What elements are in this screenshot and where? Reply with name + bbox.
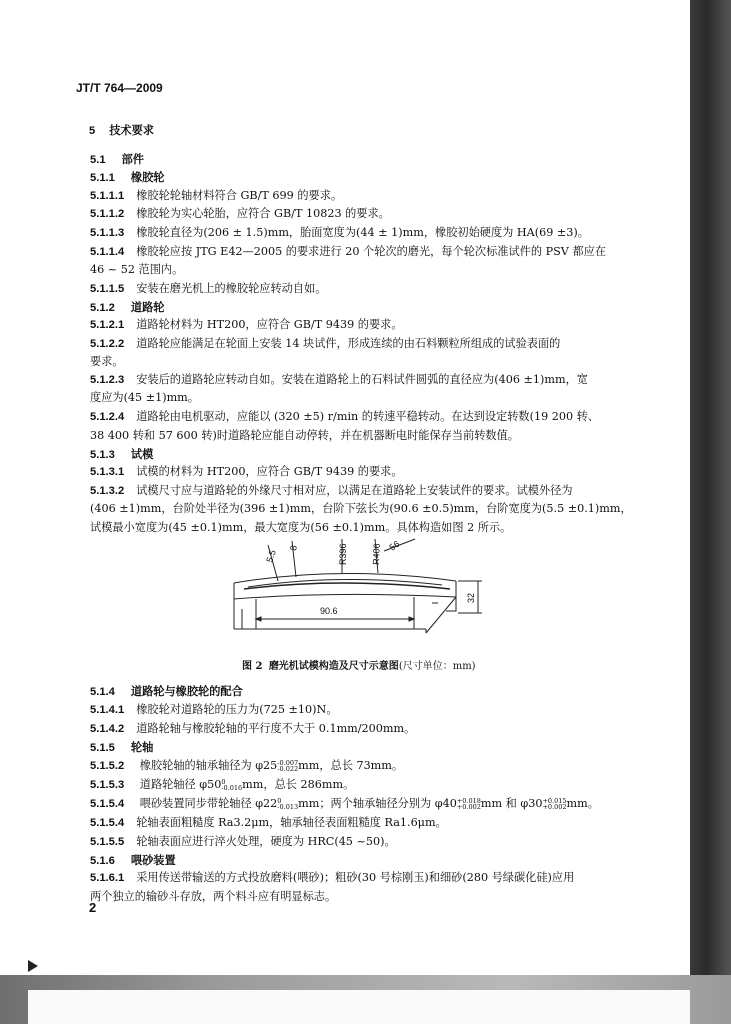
clause-text: 道路轮 xyxy=(130,300,165,314)
line-s515 xyxy=(90,740,153,755)
clause-number: 5.1.2.1 xyxy=(90,319,125,331)
clause-text: 技术要求 xyxy=(109,123,154,137)
clause-number: 5.1.1.3 xyxy=(90,227,125,239)
clause-text: 度应为(45 ±1)mm。 xyxy=(90,391,199,404)
line-s5111 xyxy=(90,189,342,203)
clause-number: 5.1.2 xyxy=(90,302,115,314)
clause-text: 道路轮轴径 φ50 xyxy=(139,778,222,791)
mold-right-slope xyxy=(426,597,456,633)
line-s5122 xyxy=(90,337,560,351)
clause-number: 5.1.1.4 xyxy=(90,246,125,258)
clause-number: 5.1.1.1 xyxy=(90,190,125,202)
clause-text: mm 和 φ30 xyxy=(480,797,543,810)
line-s5151 xyxy=(90,759,403,773)
tolerance: 0 -0.013 xyxy=(277,796,299,811)
line-s5141 xyxy=(90,703,338,717)
clause-number: 5.1.3.2 xyxy=(90,485,125,497)
dim-32: 32 xyxy=(466,592,476,603)
figure-number: 图 2 xyxy=(242,661,263,672)
viewer-edge xyxy=(690,0,731,975)
line-s5161 xyxy=(90,871,574,885)
clause-number: 5.1.1.2 xyxy=(90,208,125,220)
clause-text: 喂砂装置 xyxy=(130,853,176,867)
clause-number: 5.1.5.4 xyxy=(90,817,125,829)
clause-number: 5.1.5.4 xyxy=(90,798,125,810)
clause-text: 试模尺寸应与道路轮的外缘尺寸相对应，以满足在道路轮上安装试件的要求。试模外径为 xyxy=(136,484,573,497)
page-corner-mark xyxy=(28,960,38,972)
line-s5 xyxy=(89,123,154,138)
clause-text: 道路轮材料为 HT200，应符合 GB/T 9439 的要求。 xyxy=(136,318,403,331)
clause-text: 试模最小宽度为(45 ±0.1)mm，最大宽度为(56 ±0.1)mm。具体构造如图 2 所示。 xyxy=(90,521,512,534)
line-s5155 xyxy=(90,835,396,849)
clause-number: 5.1.2.3 xyxy=(90,374,125,386)
line-s51 xyxy=(90,152,144,167)
clause-number: 5.1.5.3 xyxy=(90,779,125,791)
clause-number: 5.1.3 xyxy=(90,449,115,461)
line-s514 xyxy=(90,684,243,699)
line-s5123 xyxy=(90,373,588,387)
clause-text: 橡胶轮直径为(206 ± 1.5)mm，胎面宽度为(44 ± 1)mm，橡胶初始硬度为 HA(69 ±3)。 xyxy=(136,226,589,239)
line-s5154 xyxy=(90,816,447,830)
clause-text: 要求。 xyxy=(90,355,124,368)
dim-r396: R396 xyxy=(338,543,348,565)
tolerance: -0.007 -0.022 xyxy=(277,758,299,773)
line-s5113 xyxy=(90,226,589,240)
dim-r406: R406 xyxy=(371,543,382,566)
clause-number: 5.1.6 xyxy=(90,855,115,867)
clause-text: 安装后的道路轮应转动自如。安装在道路轮上的石料试件圆弧的直径应为(406 ±1)mm，宽 xyxy=(136,373,588,386)
figure-2-drawing xyxy=(220,533,490,643)
line-s511 xyxy=(90,170,164,185)
line-s5153 xyxy=(90,797,599,811)
line-s5123b xyxy=(90,391,199,405)
clause-text: mm，总长 286mm。 xyxy=(242,778,355,791)
clause-text: mm，总长 73mm。 xyxy=(298,759,404,772)
clause-text: 道路轮由电机驱动，应能以 (320 ±5) r/min 的转速平稳转动。在达到设定转数(19 200 转、 xyxy=(136,410,600,423)
clause-text: 轮轴表面应进行淬火处理，硬度为 HRC(45 ~50)。 xyxy=(136,835,396,848)
dim-8: 8 xyxy=(288,544,299,552)
tolerance: +0.018 +0.002 xyxy=(456,796,481,811)
line-s513 xyxy=(90,447,153,462)
line-s5124 xyxy=(90,410,599,424)
page-number: 2 xyxy=(89,900,97,915)
clause-text: 道路轮与橡胶轮的配合 xyxy=(130,684,243,698)
clause-text: 橡胶轮轴的轴承轴径为 φ25 xyxy=(139,759,278,772)
clause-number: 5.1.2.4 xyxy=(90,411,125,423)
line-s512 xyxy=(90,300,164,315)
line-s516 xyxy=(90,853,176,868)
line-s5161b xyxy=(90,890,336,904)
clause-text: 橡胶轮为实心轮胎，应符合 GB/T 10823 的要求。 xyxy=(136,207,390,220)
line-s5114b xyxy=(90,263,183,277)
clause-text: 道路轮应能满足在轮面上安装 14 块试件，形成连续的由石料颗粒所组成的试验表面的 xyxy=(136,337,561,350)
clause-text: 橡胶轮应按 JTG E42—2005 的要求进行 20 个轮次的磨光，每个轮次标准试件的 PSV 都应在 xyxy=(136,245,607,258)
clause-text: mm。 xyxy=(566,797,599,810)
clause-text: 试模 xyxy=(130,447,154,461)
next-page-preview xyxy=(28,990,690,1024)
line-s5122b xyxy=(90,355,124,369)
clause-number: 5.1.5.5 xyxy=(90,836,125,848)
clause-text: 橡胶轮轮轴材料符合 GB/T 699 的要求。 xyxy=(136,189,343,202)
clause-number: 5.1.4 xyxy=(90,686,115,698)
line-s5124b xyxy=(90,429,519,443)
mold-top-back-edge xyxy=(234,573,456,583)
clause-text: 橡胶轮 xyxy=(130,170,165,184)
figure-unit: (尺寸单位：mm) xyxy=(398,661,476,672)
dim-5-5: 5.5 xyxy=(264,548,278,564)
clause-number: 5.1.3.1 xyxy=(90,466,125,478)
line-s5114 xyxy=(90,245,606,259)
clause-number: 5.1.1.5 xyxy=(90,283,125,295)
clause-text: (406 ±1)mm，台阶处半径为(396 ±1)mm，台阶下弦长为(90.6 ±0.5)mm，台阶宽度为(5.5 ±0.1)mm， xyxy=(90,502,632,515)
clause-text: 两个独立的输砂斗存放，两个料斗应有明显标志。 xyxy=(90,890,337,903)
mold-front-top-edge xyxy=(234,594,456,599)
clause-text: 安装在磨光机上的橡胶轮应转动自如。 xyxy=(136,282,327,295)
clause-number: 5.1.4.2 xyxy=(90,723,125,735)
clause-text: mm；两个轴承轴径分别为 φ40 xyxy=(298,797,457,810)
clause-number: 5.1 xyxy=(90,154,106,166)
clause-text: 46 ~ 52 范围内。 xyxy=(90,263,184,276)
line-s5121 xyxy=(90,318,403,332)
line-s5131 xyxy=(90,465,403,479)
clause-text: 试模的材料为 HT200，应符合 GB/T 9439 的要求。 xyxy=(136,465,403,478)
clause-number: 5.1.5 xyxy=(90,742,115,754)
line-s5152 xyxy=(90,778,354,792)
dim-56: 56 xyxy=(387,538,402,553)
clause-number: 5.1.4.1 xyxy=(90,704,125,716)
doc-code: JT/T 764—2009 xyxy=(76,81,163,95)
clause-number: 5 xyxy=(89,125,96,137)
line-s5142 xyxy=(90,722,415,736)
figure-title: 磨光机试模构造及尺寸示意图 xyxy=(268,661,399,672)
tolerance: +0.015 +0.002 xyxy=(542,796,567,811)
clause-text: 轮轴 xyxy=(130,740,154,754)
clause-text: 喂砂装置同步带轮轴径 φ22 xyxy=(139,797,278,810)
line-s5132 xyxy=(90,484,573,498)
tolerance: 0 -0.016 xyxy=(221,777,243,792)
clause-text: 部件 xyxy=(121,152,144,166)
clause-number: 5.1.2.2 xyxy=(90,338,125,350)
line-s5132b xyxy=(90,502,632,516)
clause-number: 5.1.5.2 xyxy=(90,760,125,772)
line-s5115 xyxy=(90,282,326,296)
clause-text: 轮轴表面粗糙度 Ra3.2μm，轴承轴径表面粗糙度 Ra1.6μm。 xyxy=(136,816,447,829)
figure-caption xyxy=(242,660,476,674)
clause-text: 道路轮轴与橡胶轮轴的平行度不大于 0.1mm/200mm。 xyxy=(136,722,416,735)
clause-text: 橡胶轮对道路轮的压力为(725 ±10)N。 xyxy=(136,703,338,716)
dim-90-6: 90.6 xyxy=(320,606,338,616)
line-s5112 xyxy=(90,207,390,221)
clause-number: 5.1.1 xyxy=(90,172,115,184)
clause-number: 5.1.6.1 xyxy=(90,872,125,884)
clause-text: 采用传送带输送的方式投放磨料(喂砂)；粗砂(30 号棕刚玉)和细砂(280 号绿碳化硅)应用 xyxy=(136,871,575,884)
clause-text: 38 400 转和 57 600 转)时道路轮应能自动停转，并在机器断电时能保存当前转数值。 xyxy=(90,429,519,442)
